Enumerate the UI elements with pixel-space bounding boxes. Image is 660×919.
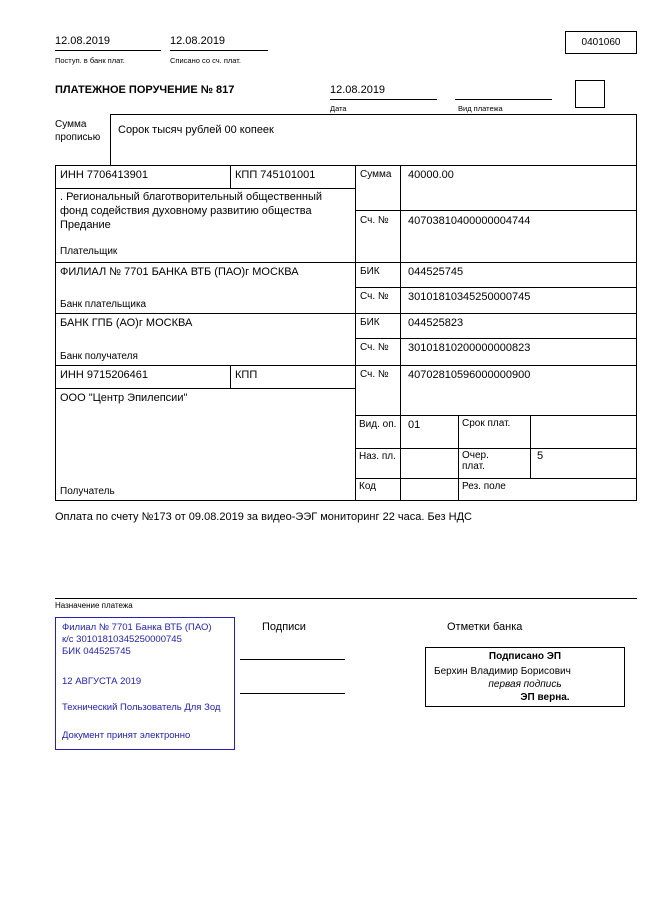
bank-stamp-line: к/с 30101810345250000745 bbox=[62, 634, 182, 645]
grid-line-h bbox=[55, 500, 637, 501]
grid-line-h bbox=[355, 478, 637, 479]
payer-bank-label: Банк плательщика bbox=[60, 299, 147, 310]
payee-bank-acc-label: Сч. № bbox=[360, 342, 389, 353]
payee-bank-label: Банк получателя bbox=[60, 351, 138, 362]
signature-line bbox=[240, 659, 345, 660]
grid-line-h bbox=[55, 365, 637, 366]
payment-kind-field bbox=[455, 84, 552, 100]
ep-stamp-title: Подписано ЭП bbox=[488, 651, 562, 662]
amount-label: Сумма bbox=[360, 169, 392, 180]
payer-label: Плательщик bbox=[60, 246, 118, 257]
grid-line-v bbox=[458, 415, 459, 500]
electronic-signature-stamp bbox=[425, 647, 625, 707]
bank-stamp-date: 12 АВГУСТА 2019 bbox=[62, 676, 142, 687]
payer-bank-bik: 044525745 bbox=[408, 266, 464, 278]
payment-kind-label: Вид платежа bbox=[458, 104, 503, 113]
document-date: 12.08.2019 bbox=[330, 84, 386, 96]
payee-acc: 40702810596000000900 bbox=[408, 369, 531, 381]
payee-name: ООО "Центр Эпилепсии" bbox=[60, 392, 188, 404]
payee-bank-name: БАНК ГПБ (АО)г МОСКВА bbox=[60, 317, 193, 329]
grid-line-h bbox=[55, 388, 355, 389]
grid-line-h bbox=[55, 598, 637, 599]
grid-line-h bbox=[355, 338, 637, 339]
bank-marks-header: Отметки банка bbox=[447, 621, 523, 633]
amount-words-label-1: Сумма bbox=[55, 119, 87, 130]
payment-purpose-code-label: Наз. пл. bbox=[359, 451, 396, 462]
grid-line-h bbox=[55, 165, 637, 166]
ep-stamp-verified: ЭП верна. bbox=[520, 692, 570, 703]
op-type-label: Вид. оп. bbox=[359, 419, 397, 430]
payer-account-label: Сч. № bbox=[360, 215, 389, 226]
grid-line-h bbox=[55, 313, 637, 314]
grid-line-v bbox=[400, 165, 401, 500]
signature-line bbox=[240, 693, 345, 694]
grid-line-h bbox=[355, 448, 637, 449]
code-label: Код bbox=[359, 481, 377, 492]
grid-line-h bbox=[55, 188, 355, 189]
payer-bank-name: ФИЛИАЛ № 7701 БАНКА ВТБ (ПАО)г МОСКВА bbox=[60, 266, 299, 278]
grid-line-v bbox=[230, 365, 231, 388]
op-type-value: 01 bbox=[408, 419, 421, 431]
signatures-header: Подписи bbox=[262, 621, 306, 633]
grid-line-h bbox=[355, 287, 637, 288]
payer-bank-acc: 30101810345250000745 bbox=[408, 291, 531, 303]
amount-value: 40000.00 bbox=[408, 169, 454, 181]
ep-stamp-role: первая подпись bbox=[488, 679, 562, 690]
amount-words-value: Сорок тысяч рублей 00 копеек bbox=[118, 124, 274, 136]
grid-line-v bbox=[55, 165, 56, 500]
grid-line-v bbox=[355, 165, 356, 500]
payer-account-value: 40703810400000004744 bbox=[408, 215, 531, 227]
priority-label: Очер. плат. bbox=[462, 450, 489, 472]
reserve-box bbox=[575, 80, 605, 108]
payee-bank-acc: 30101810200000000823 bbox=[408, 342, 531, 354]
payee-label: Получатель bbox=[60, 486, 115, 497]
payee-bank-bik: 044525823 bbox=[408, 317, 464, 329]
payer-bank-bik-label: БИК bbox=[360, 266, 380, 277]
priority-value: 5 bbox=[537, 450, 544, 462]
grid-line-v bbox=[530, 415, 531, 478]
document-date-field bbox=[330, 84, 437, 100]
payer-bank-acc-label: Сч. № bbox=[360, 291, 389, 302]
received-date: 12.08.2019 bbox=[55, 35, 111, 47]
payer-name: . Региональный благотворительный общественный фонд содействия духовному развитию общества Предание bbox=[60, 191, 323, 231]
payee-inn: ИНН 9715206461 bbox=[60, 369, 149, 381]
payment-purpose-text: Оплата по счету №173 от 09.08.2019 за видео-ЭЭГ мониторинг 22 часа. Без НДС bbox=[55, 511, 472, 523]
bank-stamp-line: Филиал № 7701 Банка ВТБ (ПАО) bbox=[62, 622, 212, 633]
payment-purpose-label: Назначение платежа bbox=[55, 601, 133, 610]
reserve-field-label: Рез. поле bbox=[462, 481, 506, 492]
grid-line-v bbox=[636, 165, 637, 500]
payee-acc-label: Сч. № bbox=[360, 369, 389, 380]
debited-date-field bbox=[170, 35, 268, 51]
payer-kpp: КПП 745101001 bbox=[235, 169, 316, 181]
payee-kpp-label: КПП bbox=[235, 369, 258, 381]
payee-bank-bik-label: БИК bbox=[360, 317, 380, 328]
debited-date: 12.08.2019 bbox=[170, 35, 226, 47]
grid-line-h bbox=[55, 262, 637, 263]
amount-words-box bbox=[110, 114, 637, 165]
received-date-label: Поступ. в банк плат. bbox=[55, 56, 125, 65]
bank-stamp-operator: Технический Пользователь Для Зод bbox=[62, 702, 221, 713]
debited-date-label: Списано со сч. плат. bbox=[170, 56, 241, 65]
pay-term-label: Срок плат. bbox=[462, 418, 511, 429]
grid-line-h bbox=[355, 210, 637, 211]
received-date-field bbox=[55, 35, 161, 51]
bank-stamp-accepted: Документ принят электронно bbox=[62, 730, 191, 741]
bank-stamp bbox=[55, 617, 235, 750]
document-title: ПЛАТЕЖНОЕ ПОРУЧЕНИЕ № 817 bbox=[55, 84, 235, 96]
ep-stamp-name: Берхин Владимир Борисович bbox=[434, 666, 571, 677]
form-code-box: 0401060 bbox=[565, 31, 637, 54]
grid-line-v bbox=[230, 165, 231, 188]
payer-inn: ИНН 7706413901 bbox=[60, 169, 149, 181]
bank-stamp-line: БИК 044525745 bbox=[62, 646, 131, 657]
amount-words-label-2: прописью bbox=[55, 132, 101, 143]
document-date-label: Дата bbox=[330, 104, 347, 113]
grid-line-h bbox=[355, 415, 637, 416]
